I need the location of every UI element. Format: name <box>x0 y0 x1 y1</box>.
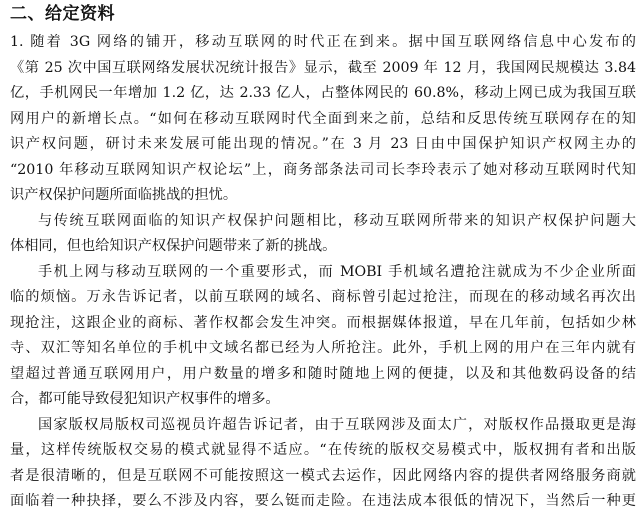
paragraph-line: 手机上网与移动互联网的一个重要形式，而 MOBI 手机域名遭抢注就成为不少企业所面 <box>38 264 636 280</box>
paragraph-line: 《第 25 次中国互联网络发展状况统计报告》显示，截至 2009 年 12 月，我国网民规模达 3.84 <box>10 60 636 76</box>
paragraph-line: 者是很清晰的，但是互联网不可能按照这一模式去运作，因此网络内容的提供者网络服务商就 <box>10 468 636 484</box>
paragraph-line: 现抢注，这跟企业的商标、著作权都会发生冲突。而根据媒体报道，早在几年前，包括如少林 <box>10 315 636 331</box>
paragraph-line: 临的烦恼。万永告诉记者，以前互联网的域名、商标曾引起过抢注，而现在的移动域名再次出 <box>10 289 636 305</box>
paragraph-line: 1. 随着 3G 网络的铺开，移动互联网的时代正在到来。据中国互联网络信息中心发布的 <box>10 34 636 50</box>
paragraph-line: 亿，手机网民一年增加 1.2 亿，达 2.33 亿人，占整体网民的 60.8%，移动上网已成为我国互联 <box>10 85 636 101</box>
paragraph-line: 合，都可能导致侵犯知识产权事件的增多。 <box>10 391 280 407</box>
paragraph-line: 体相同，但也给知识产权保护问题带来了新的挑战。 <box>10 238 337 254</box>
paragraph-line: 识产权问题，研讨未来发展可能出现的情况。”在 3 月 23 日由中国保护知识产权网主办的 <box>10 136 636 152</box>
paragraph-line: 寺、双汇等知名单位的手机中文域名都已经为人所抢注。此外，手机上网的用户在三年内就有 <box>10 340 636 356</box>
paragraph-line: 量，这样传统版权交易的模式就显得不适应。“在传统的版权交易模式中，版权拥有者和出版 <box>10 442 636 458</box>
paragraph-line: 与传统互联网面临的知识产权保护问题相比，移动互联网所带来的知识产权保护问题大 <box>38 213 636 229</box>
paragraph-line: 网用户的新增长点。“如何在移动互联网时代全面到来之前，总结和反思传统互联网存在的知 <box>10 111 636 127</box>
section-heading: 二、给定资料 <box>10 4 115 24</box>
paragraph-line: “2010 年移动互联网知识产权论坛”上，商务部条法司司长李玲表示了她对移动互联网时代知 <box>10 162 636 178</box>
paragraph-line: 面临着一种抉择，要么不涉及内容，要么铤而走险。在违法成本很低的情况下，当然后一种更 <box>10 493 636 509</box>
paragraph-line: 国家版权局版权司巡视员许超告诉记者，由于互联网涉及面太广，对版权作品摄取更是海 <box>38 417 636 433</box>
paragraph-line: 识产权保护问题所面临挑战的担忧。 <box>10 187 238 203</box>
paragraph-line: 望超过普通互联网用户，用户数量的增多和随时随地上网的便捷，以及和其他数码设备的结 <box>10 366 636 382</box>
